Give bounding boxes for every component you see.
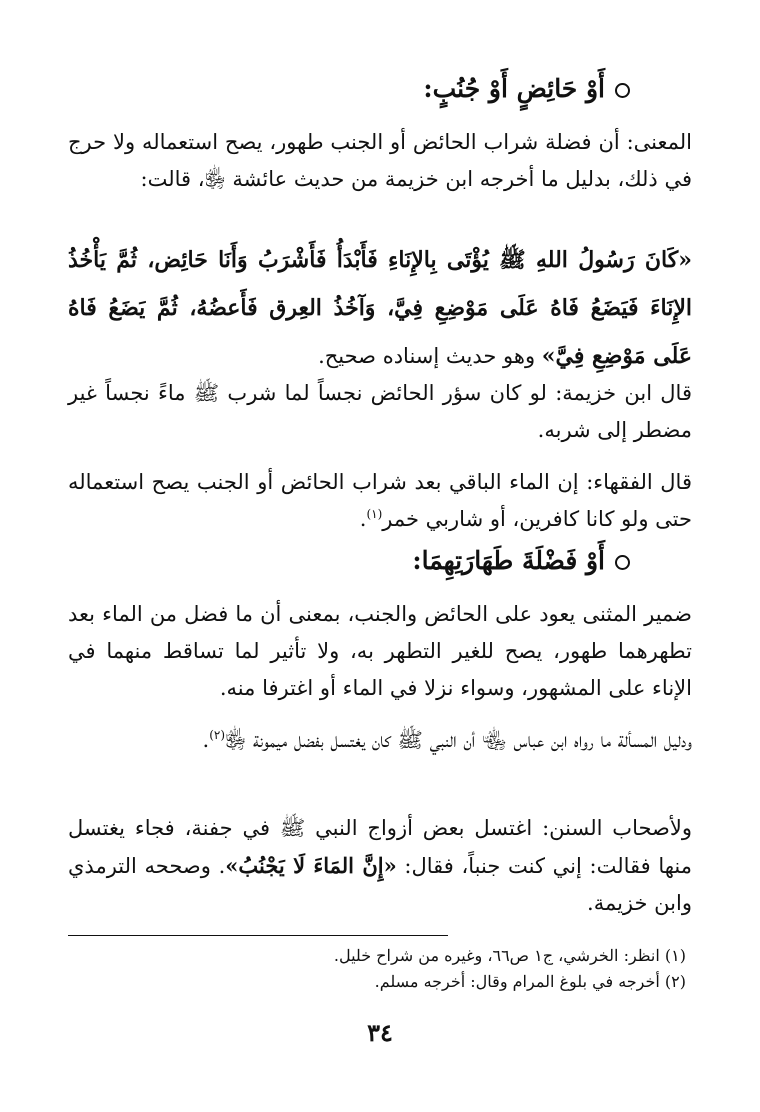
hadith-grading: وهو حديث إسناده صحيح. — [318, 344, 542, 368]
paragraph-sunan — [68, 810, 692, 922]
circle-bullet-icon — [615, 83, 630, 98]
circle-bullet-icon — [615, 555, 630, 570]
footnote-2: (٢) أخرجه في بلوغ المرام وقال: أخرجه مسلم. — [374, 972, 686, 991]
evidence-end: . — [202, 728, 210, 752]
hadith-quote — [68, 236, 692, 380]
sunan-text: ولأصحاب السنن: اغتسل بعض أزواج النبي ﷺ في جفنة، فجاء يغتسل منها فقالت: إني كنت جنباً، فقال: — [68, 816, 693, 878]
paragraph-dual-pronoun: ضمير المثنى يعود على الحائض والجنب، بمعنى أن ما فضل من الماء بعد تطهرهما طهور، يصح للغير التطهر به، ولا تأثير لما تساقط منهما في الإناء على المشهور، وسواء نزلا في الماء أو اغترفا منه. — [68, 602, 692, 700]
paragraph-ibn-khuzayma: قال ابن خزيمة: لو كان سؤر الحائض نجساً لما شرب ﷺ ماءً نجساً غير مضطر إلى شربه. — [68, 381, 692, 442]
paragraph-evidence — [68, 722, 692, 759]
footnote-1: (١) انظر: الخرشي، ج١ ص٦٦، وغيره من شراح خليل. — [333, 946, 686, 965]
heading-text: أَوْ حَائِضٍ أَوْ جُنُبٍ: — [423, 74, 605, 103]
sunan-text-end: . وصححه الترمذي وابن خزيمة. — [68, 854, 692, 915]
page-number: ٣٤ — [367, 1018, 393, 1047]
sunan-hadith-quote: «إِنَّ المَاءَ لَا يَجْنُبُ» — [225, 853, 397, 878]
section-heading-fadla — [412, 546, 630, 575]
hadith-text: «كَانَ رَسُولُ اللهِ ﷺ يُؤْتَى بِالإِنَاءِ فَأَبْدَأُ فَأَشْرَبُ وَأَنَا حَائِض، ثُمَّ يَأْخُذُ الإِنَاءَ فَيَضَعُ فَاهُ عَلَى مَوْضِعِ فِيَّ، وَآخُذُ العِرق فَأَعضُهُ، ثُمَّ يَضَعُ فَاهُ عَلَى مَوْضِعِ فِيَّ» — [68, 247, 692, 369]
footnote-ref-2: (٢) — [209, 728, 226, 742]
paragraph-fuqaha — [68, 464, 692, 538]
footnote-divider — [68, 935, 448, 936]
evidence-text: ودليل المسألة ما رواه ابن عباس ﵄ أن النبي ﷺ كان يغتسل بفضل ميمونة ﵂ — [225, 728, 692, 752]
heading-text: أَوْ فَضْلَةَ طَهَارَتِهِمَا: — [412, 546, 605, 575]
footnote-ref-1: (١) — [366, 507, 383, 521]
paragraph-meaning: المعنى: أن فضلة شراب الحائض أو الجنب طهور، يصح استعماله ولا حرج في ذلك، بدليل ما أخرجه ابن خزيمة من حديث عائشة ﵂، قالت: — [68, 130, 692, 191]
fuqaha-text: قال الفقهاء: إن الماء الباقي بعد شراب الحائض أو الجنب يصح استعماله حتى ولو كانا كافرين، أو شاربي خمر — [68, 470, 692, 531]
fuqaha-end: . — [359, 507, 367, 531]
section-heading-hayd-junub — [423, 74, 630, 103]
